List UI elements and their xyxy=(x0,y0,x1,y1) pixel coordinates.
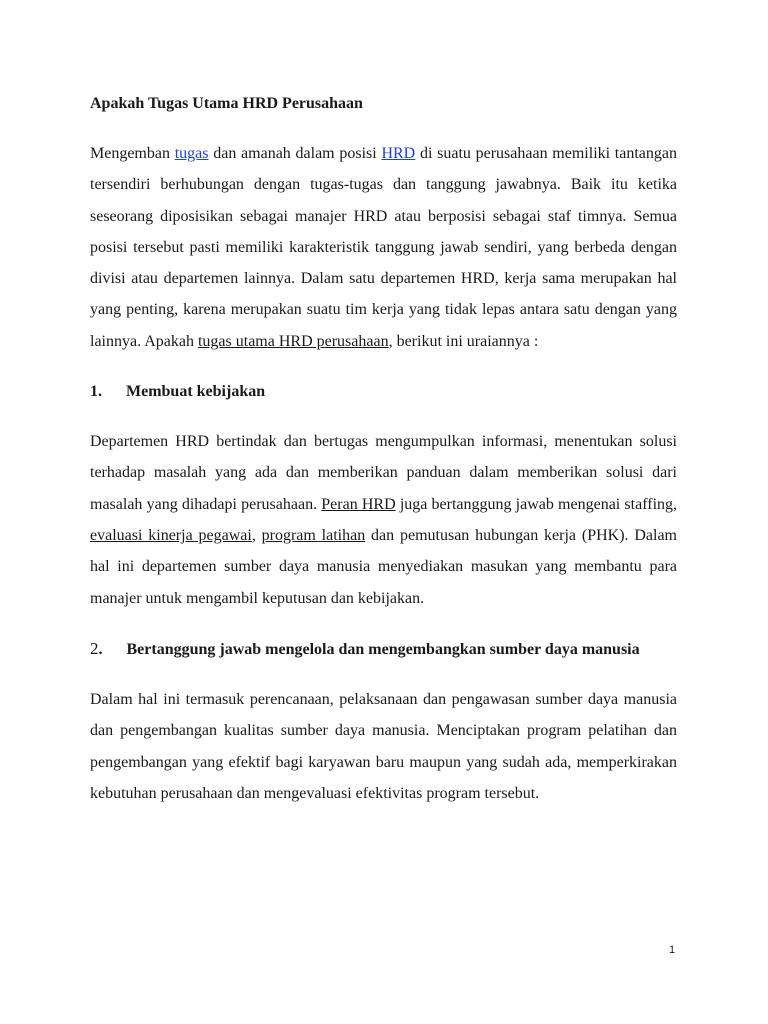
link-evaluasi-kinerja[interactable]: evaluasi kinerja pegawai xyxy=(90,526,252,544)
link-hrd[interactable]: HRD xyxy=(381,145,416,162)
intro-text-1: Mengemban xyxy=(90,145,175,162)
intro-paragraph xyxy=(90,138,677,357)
section-2-dot: . xyxy=(98,640,103,658)
section-2-paragraph: Dalam hal ini termasuk perencanaan, pelaksanaan dan pengawasan sumber daya manusia dan pengembangan kualitas sumber daya manusia. Menciptakan program pelatihan dan pengembangan yang efektif bagi karyawan baru maupun yang sudah ada, memperkirakan kebutuhan perusahaan dan mengevaluasi efektivitas program tersebut. xyxy=(90,691,677,803)
link-tugas[interactable]: tugas xyxy=(174,145,209,162)
link-tugas-utama-hrd[interactable]: tugas utama HRD perusahaan xyxy=(197,332,389,350)
page-number: 1 xyxy=(669,944,676,956)
intro-text-3: di suatu perusahaan memiliki tantangan tersendiri berhubungan dengan tugas-tugas dan tanggung jawabnya. Baik itu ketika seseorang diposisikan sebagai manajer HRD atau berposisi sebagai staf timnya. Semua posisi tersebut pasti memiliki karakteristik tanggung jawab sendiri, yang berbeda dengan divisi atau departemen lainnya. Dalam satu departemen HRD, kerja sama merupakan hal yang penting, karena merupakan suatu tim kerja yang tidak lepas antara satu dengan yang lainnya. Apakah xyxy=(90,145,678,350)
section-1-text-4: dan pemutusan hubungan kerja (PHK). Dalam hal ini departemen sumber daya manusia menyediakan masukan yang membantu para manajer untuk mengambil keputusan dan kebijakan. xyxy=(90,526,677,607)
section-1-paragraph xyxy=(90,426,677,614)
section-1-title: Membuat kebijakan xyxy=(126,383,266,401)
section-1-text-1: Departemen HRD bertindak dan bertugas mengumpulkan informasi, menentukan solusi terhadap masalah yang ada dan memberikan panduan dalam memberikan solusi dari masalah yang dihadapi perusahaan. xyxy=(90,433,677,513)
section-1-text-3: , xyxy=(251,526,262,544)
section-1-text-2: juga bertanggung jawab mengenai staffing, xyxy=(395,495,678,513)
intro-text-4: , berikut ini uraiannya : xyxy=(388,332,539,350)
document-page xyxy=(90,88,677,828)
intro-text-2: dan amanah dalam posisi xyxy=(208,145,382,162)
link-peran-hrd[interactable]: Peran HRD xyxy=(321,495,396,513)
section-2-number: 2 xyxy=(90,638,99,658)
section-2-title: Bertanggung jawab mengelola dan mengembangkan sumber daya manusia xyxy=(126,640,640,658)
link-program-latihan[interactable]: program latihan xyxy=(261,526,366,544)
section-2-heading xyxy=(90,633,677,665)
document-title: Apakah Tugas Utama HRD Perusahaan xyxy=(90,95,363,112)
section-1-number: 1. xyxy=(90,383,102,401)
section-1-heading xyxy=(90,376,677,407)
